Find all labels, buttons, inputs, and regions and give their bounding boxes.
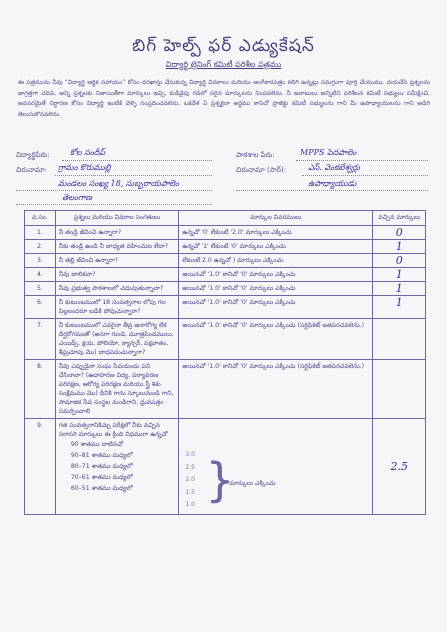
student-name-value[interactable]: కోల సందీప్ [70,148,106,157]
student-name-label: విద్యార్థిపేరు: [16,151,50,159]
row-marks-rule: ఉన్నచో '0' లేకుంటే '2.0' మార్కులు ఎక్కించు [179,226,373,240]
table-row [25,319,426,360]
row-score[interactable]: 1 [373,296,426,319]
row-question: నీవు ప్రభుత్వ పాఠశాలలో చదువుతున్నావా? [55,282,179,296]
row-question-grades [55,419,179,515]
row-question: నీవు ఎప్పుడైనా సంఘ సేవయందు పని చేసినావా? (ఉదాహరణ విద్య, పర్యావరణ పరిరక్షణ, ఆరోగ్య పరిరక్షణ మరియు స్త్రీ శిశు సంక్షేమము మొ) దీనికి గాను స్కూలునుండి గాని, సామాజిక సేవ సంస్థల నుండిగాని, ధ్రువపత్రం సమర్పించాలి [55,360,179,419]
scale-value: 1.0 [185,501,195,508]
row-marks-rule: అయినచో '1.0' కానిచో '0' మార్కులు ఎక్కించు (సర్టిఫికెట్ జతపరచవలెను.) [179,319,373,360]
row-marks-rule: అయినచో '1.0' కానిచో '0' మార్కులు ఎక్కించు [179,268,373,282]
table-row [25,240,426,254]
scale-value: 3.0 [185,451,195,458]
row-question: నీ తల్లి జీవించి ఉన్నారా? [55,254,179,268]
grade-range-item: 60–51 శాతము మధ్యలో [70,485,133,492]
form-title: బిగ్ హెల్ప్ ఫర్ ఎడ్యుకేషన్ [132,36,315,56]
scale-value: 1.5 [185,488,195,496]
grade-range-item: 90 శాతము దాటినచో [70,441,124,448]
row-question: నీ కుటుంబములో ఎవరైనా తీవ్ర అనారోగ్య లేక దీర్ఘరోగముతో (అనగా గుండె, మూత్రపిండములు, ఎయిడ్స్, క్షయ, పోలియో, క్యాన్సర్, పక్షవాతం, శీఘ్రచూపు మొ) బాధపడుచున్నారా? [55,319,179,360]
table-row [25,360,426,419]
header-questions: ప్రశ్నలు మరియు వివరాల సంగతులు [55,211,179,226]
form-subtitle: విద్యార్థి ట్రెనింగ్ కమిటీ పరిశీల పత్రము [165,60,282,69]
row-number: 5. [25,282,56,296]
scale-value: 2.5 [185,463,195,471]
row-marks-scale [179,419,373,515]
address-value-1[interactable]: గ్రామం కొరుముల్లి [58,163,111,172]
row-marks-rule: ఉన్నచో '1' లేకుంటే '0' మార్కులు ఎక్కించు [179,240,373,254]
student-name-line [62,160,212,161]
address-line-1 [55,175,212,176]
header-serial: వ.సం. [25,211,56,226]
row-score[interactable] [373,360,426,419]
evaluation-table [24,210,426,515]
table-row [25,268,426,282]
row-score[interactable]: 2.5 [373,419,426,515]
row-question: నీ తండ్రి జీవించి ఉన్నారా? [55,226,179,240]
row-score[interactable]: 0 [373,254,426,268]
teacher-label: చిరునామా (సార్): [236,166,287,174]
teacher-line-1 [302,175,428,176]
table-row [25,419,426,515]
address-value-2[interactable]: మండలం సంఖ్య 18, సుబ్బరాయపాలెం [58,179,179,188]
row-number: 8. [25,360,56,419]
row-number: 2. [25,240,56,254]
address-line-3 [16,204,212,205]
address-value-3[interactable]: తెలంగాణ [62,193,92,202]
grade-range-item: 80–71 శాతము మధ్యలో [70,463,133,470]
row-marks-rule: మార్కులు ఎక్కించు [229,480,276,487]
table-row [25,226,426,240]
table-header-row [25,211,426,226]
address-label: చిరునామా: [16,166,48,174]
curly-brace-icon: } [205,453,235,507]
row-number: 9. [25,419,56,515]
grade-ranges [59,439,176,494]
row-score[interactable]: 0 [373,226,426,240]
teacher-value-2[interactable]: ఉపాధ్యాయుడు [308,179,357,188]
row-question: గత సంవత్సరానికిచ్చు పరీక్షలో నీకు వచ్చిన సరాసరి మార్కులు ఈ క్రింది విధముగా ఉన్నచో [58,422,168,438]
header-marks-details: మార్కుల వివరములు [179,211,373,226]
row-number: 4. [25,268,56,282]
row-number: 1. [25,226,56,240]
row-question: నీకు తండ్రి ఉండి నీ బాధ్యత వహించుట లేదా? [55,240,179,254]
row-question: నీ కుటుంబములో 18 సంవత్సరాల లోపు గల పిల్లలందరూ బడికి పోవుచున్నారా? [55,296,179,319]
school-line [296,160,428,161]
scale-value: 2.0 [185,476,195,483]
table-row [25,254,426,268]
row-question: నీవు బాలికవా? [55,268,179,282]
address-line-2 [16,190,212,191]
row-score[interactable]: 1 [373,268,426,282]
row-marks-rule: అయినచో '1.0' కానిచో '0' మార్కులు ఎక్కించు [179,282,373,296]
table-row [25,282,426,296]
table-row [25,296,426,319]
row-marks-rule: అయినచో '1.0' కానిచో '0' మార్కులు ఎక్కించు (సర్టిఫికెట్ జతపరచవలెను.) [179,360,373,419]
teacher-line-2 [236,190,428,191]
row-number: 7. [25,319,56,360]
grade-range-item: 90–81 శాతము మధ్యలో [70,452,133,459]
header-obtained-marks: వచ్చిన మార్కులు [373,211,426,226]
marks-scale [185,449,195,512]
row-score[interactable]: 1 [373,282,426,296]
row-score[interactable]: 1 [373,240,426,254]
grade-range-item: 70–61 శాతము మధ్యలో [70,474,133,481]
row-number: 3. [25,254,56,268]
row-score[interactable] [373,319,426,360]
instructions-paragraph: ఈ పత్రమును నీవు “విద్యార్థి ఆర్థిక సహాయం” కోసం దరఖాస్తు చేసుకున్న విద్యార్థి వివరాలు మరియు అంగీకారపత్రం కలిగి ఉన్నట్లు సమగ్రంగా పూర్తి చేయుము. దయచేసి ప్రశ్నలను జాగ్రత్తగా చదివి, అన్ని ప్రశ్నలకు నిజాయితీగా మార్కులు ఇచ్చి, కుడివైపు గడిలో సరైన మార్కులను నింపవలెను. నీ జవాబులు అన్నిటిని పరిశీలన కమిటీ సభ్యులు సమీక్షించి, అవసరమైతే నిర్ధారణ కోసం విద్యార్థి ఇంటికి వెళ్ళి సంప్రదించవలెను. ఒకవేళ ఏ ప్రశ్నకైనా అర్థము కానిచో ప్రాజెక్టు కమిటీ సభ్యులను గాని మీ ఉపాధ్యాయులను గాని అడిగి తెలుసుకొనవలెను. [18,79,430,118]
school-value[interactable]: MPPS పెదపాలెం [300,148,357,157]
row-marks-rule: లేకుంటే 2.0 ఉన్నచో ) మార్కులు ఎక్కించు [179,254,373,268]
school-label: పాఠశాల పేరు: [236,151,275,159]
teacher-value-1[interactable]: ఎస్. వెంకటేశ్వర్లు [308,163,360,172]
row-marks-rule: అయినచో '1.0' కానిచో '0' మార్కులు ఎక్కించు [179,296,373,319]
row-number: 6. [25,296,56,319]
